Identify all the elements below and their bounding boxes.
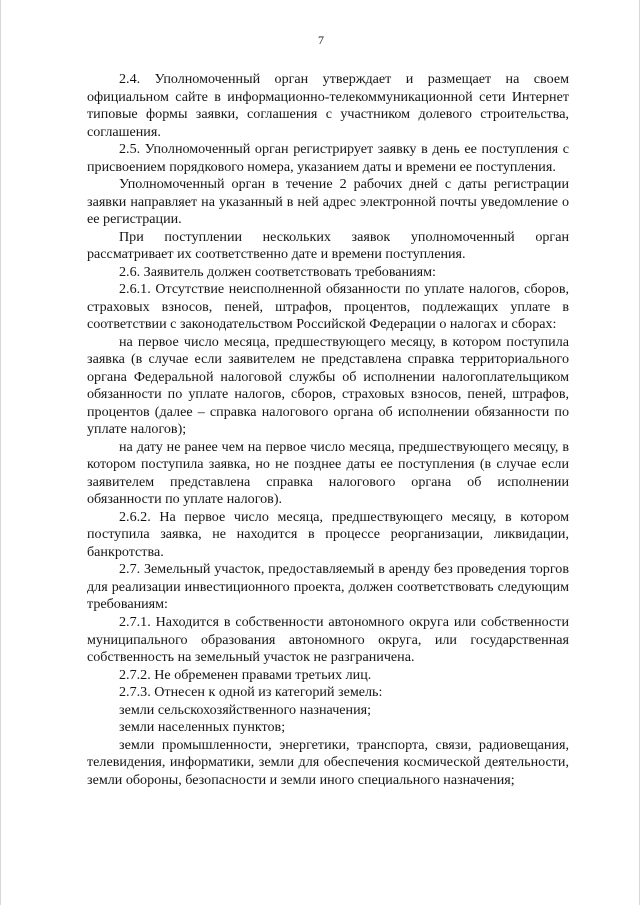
paragraph-2-7-2: 2.7.2. Не обременен правами третьих лиц. [119,666,372,683]
paragraph-2-6-2: 2.6.2. На первое число месяца, предшествующего месяцу, в котором поступила заявка, не находится в процессе реорганизации, ликвидации, банкротства. [87,508,569,560]
paragraph-date-not-earlier: на дату не ранее чем на первое число месяца, предшествующего месяцу, в котором поступила заявка, но не позднее даты ее поступления (в случае если заявителем представлена справка налогового органа об исполнении обязанности по уплате налогов). [87,438,569,508]
paragraph-2-5: 2.5. Уполномоченный орган регистрирует заявку в день ее поступления с присвоением порядкового номера, указанием даты и времени ее поступления. [87,141,569,175]
paragraph-first-day-of-month: на первое число месяца, предшествующего месяцу, в котором поступила заявка (в случае если заявителем не представлена справка территориального органа Федеральной налоговой службы об исполнении налогоплательщиком обязанности по уплате налогов, сборов, страховых взносов, пеней, штрафов, процентов (далее – справка налогового органа об исполнении обязанности по уплате налогов); [87,333,569,438]
paragraph-registration-notice: Уполномоченный орган в течение 2 рабочих дней с даты регистрации заявки направляет на указанный в ней адрес электронной почты уведомление о ее регистрации. [87,176,569,228]
list-item-industrial-land: земли промышленности, энергетики, транспорта, связи, радиовещания, телевидения, информатики, земли для обеспечения космической деятельности, земли обороны, безопасности и земли иного специального назначения; [87,736,569,788]
paragraph-2-7-3: 2.7.3. Отнесен к одной из категорий земель: [119,684,383,701]
paragraph-2-6-1: 2.6.1. Отсутствие неисполненной обязанности по уплате налогов, сборов, страховых взносов, пеней, штрафов, процентов, подлежащих уплате в соответствии с законодательством Российской Федерации о налогах и сборах: [87,281,569,333]
list-item-agricultural-land: земли сельскохозяйственного назначения; [119,701,372,718]
page-number: 7 [318,33,324,47]
list-item-settlement-land: земли населенных пунктов; [119,719,286,736]
paragraph-multiple-applications: При поступлении нескольких заявок уполномоченный орган рассматривает их соответственно дате и времени поступления. [87,228,569,263]
document-body [87,71,569,789]
paragraph-2-4: 2.4. Уполномоченный орган утверждает и размещает на своем официальном сайте в информационно-телекоммуникационной сети Интернет типовые формы заявки, соглашения с участником долевого строительства, соглашения. [87,71,569,140]
paragraph-2-6: 2.6. Заявитель должен соответствовать требованиям: [119,263,436,280]
paragraph-2-7-1: 2.7.1. Находится в собственности автономного округа или собственности муниципального образования автономного округа, или государственная собственность на земельный участок не разграничена. [87,613,569,666]
paragraph-2-7: 2.7. Земельный участок, предоставляемый в аренду без проведения торгов для реализации инвестиционного проекта, должен соответствовать следующим требованиям: [87,561,569,613]
